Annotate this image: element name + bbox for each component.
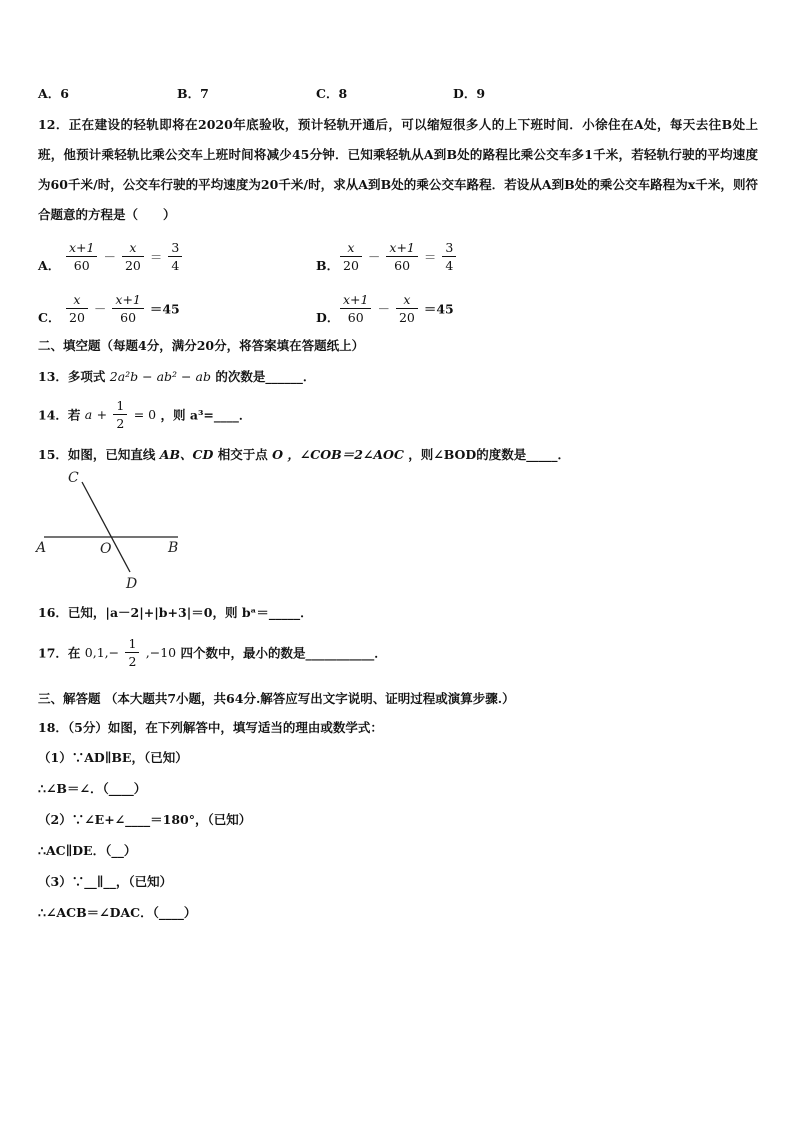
q12-option-a-equation bbox=[64, 240, 184, 273]
q17-suffix: 四个数中，最小的数是___________． bbox=[180, 645, 387, 661]
fraction bbox=[113, 398, 127, 431]
section-2-heading: 二、填空题（每题4分，满分20分，将答案填在答题纸上） bbox=[38, 338, 365, 353]
q11-option-b: B．7 bbox=[177, 86, 209, 101]
q15 bbox=[38, 446, 570, 464]
numerator: 1 bbox=[113, 398, 127, 415]
q12-option-b-label: B． bbox=[316, 258, 340, 273]
q18-line-3: （2）∵∠E+∠____＝180°，（已知） bbox=[38, 812, 252, 827]
q11-option-c: C．8 bbox=[316, 86, 348, 101]
q18-line-6: ∴∠ACB＝∠DAC．（____） bbox=[38, 905, 197, 920]
q14-eq0: = 0 bbox=[133, 407, 157, 422]
fraction bbox=[66, 240, 97, 273]
q12-option-c-label: C． bbox=[38, 310, 61, 325]
q14-suffix: ，则 a³=____． bbox=[160, 407, 252, 423]
numerator: x bbox=[66, 292, 88, 309]
label-d: D bbox=[126, 576, 138, 592]
numerator: 3 bbox=[168, 240, 182, 257]
numerator: x bbox=[122, 240, 144, 257]
fraction bbox=[112, 292, 143, 325]
q18-line-1: （1）∵AD∥BE，（已知） bbox=[38, 750, 188, 765]
q13-expression: 2a²b − ab² − ab bbox=[109, 369, 211, 384]
fraction bbox=[340, 240, 362, 273]
label-o: O bbox=[100, 541, 112, 557]
numerator: x+1 bbox=[340, 292, 371, 309]
denominator: 20 bbox=[398, 310, 415, 325]
denominator: 2 bbox=[116, 416, 125, 431]
q13-suffix: 的次数是______． bbox=[215, 369, 316, 384]
q11-option-a: A．6 bbox=[38, 86, 69, 101]
minus-sign: － bbox=[367, 249, 381, 265]
equals-sign: ＝ bbox=[149, 249, 163, 265]
q18-line-4: ∴AC∥DE．（__） bbox=[38, 843, 137, 858]
minus-sign: － bbox=[93, 301, 107, 317]
denominator: 20 bbox=[69, 310, 85, 325]
q17-numbers-post: ,−10 bbox=[145, 645, 177, 660]
fraction bbox=[66, 292, 88, 325]
fraction bbox=[386, 240, 417, 273]
section-3-heading: 三、解答题 （本大题共7小题，共64分.解答应写出文字说明、证明过程或演算步骤.） bbox=[38, 691, 515, 706]
q15-mid: 相交于点 bbox=[217, 447, 268, 462]
fraction bbox=[442, 240, 456, 273]
numerator: 3 bbox=[442, 240, 456, 257]
q13 bbox=[38, 368, 315, 386]
denominator: 4 bbox=[445, 258, 454, 273]
denominator: 60 bbox=[347, 310, 364, 325]
q14-plus: + bbox=[96, 407, 108, 422]
label-a: A bbox=[36, 540, 47, 556]
fraction bbox=[396, 292, 418, 325]
numerator: x+1 bbox=[66, 240, 97, 257]
minus-sign: － bbox=[377, 301, 390, 317]
fraction bbox=[340, 292, 371, 325]
q12-option-c-equation bbox=[64, 292, 180, 325]
q12-option-d-equation bbox=[338, 292, 454, 325]
fraction bbox=[125, 636, 139, 669]
q17-numbers-pre: 0,1,− bbox=[84, 645, 120, 660]
q12-option-d-label: D． bbox=[316, 310, 340, 325]
q15-point-o: O bbox=[272, 447, 283, 462]
q17 bbox=[38, 636, 387, 669]
q18-title: 18．（5分）如图，在下列解答中，填写适当的理由或数学式： bbox=[38, 720, 383, 735]
denominator: 60 bbox=[120, 310, 137, 325]
denominator: 20 bbox=[124, 258, 141, 273]
q14-var-a: a bbox=[84, 407, 93, 422]
label-c: C bbox=[68, 470, 79, 486]
denominator: 20 bbox=[343, 258, 359, 273]
numerator: 1 bbox=[125, 636, 139, 653]
fraction bbox=[168, 240, 182, 273]
minus-sign: － bbox=[103, 249, 116, 265]
numerator: x bbox=[396, 292, 418, 309]
q15-condition: ，∠COB＝2∠AOC bbox=[287, 447, 404, 462]
denominator: 4 bbox=[171, 258, 180, 273]
denominator: 60 bbox=[394, 258, 411, 273]
equals-45: ＝45 bbox=[423, 301, 454, 317]
q14 bbox=[38, 398, 251, 431]
q13-prefix: 13．多项式 bbox=[38, 369, 106, 384]
fraction bbox=[122, 240, 144, 273]
numerator: x+1 bbox=[112, 292, 143, 309]
q16: 16．已知，|a－2|+|b+3|＝0，则 bᵃ＝_____． bbox=[38, 605, 313, 620]
q15-ask: ，则∠BOD的度数是_____． bbox=[408, 447, 571, 462]
line-cd bbox=[82, 482, 130, 572]
q12-option-a-label: A． bbox=[38, 258, 61, 273]
denominator: 2 bbox=[128, 654, 137, 669]
q17-prefix: 17．在 bbox=[38, 645, 81, 661]
q15-lines: AB、CD bbox=[159, 447, 214, 462]
q15-text-pre: 15．如图，已知直线 bbox=[38, 447, 156, 462]
equals-45: ＝45 bbox=[149, 301, 180, 317]
label-b: B bbox=[168, 540, 179, 556]
q12-option-b-equation bbox=[338, 240, 458, 273]
q18-line-2: ∴∠B＝∠．（____） bbox=[38, 781, 147, 796]
numerator: x bbox=[340, 240, 362, 257]
equals-sign: ＝ bbox=[423, 249, 437, 265]
numerator: x+1 bbox=[386, 240, 417, 257]
q18-line-5: （3）∵__∥__，（已知） bbox=[38, 874, 173, 889]
denominator: 60 bbox=[73, 258, 90, 273]
q12-question-text: 12．正在建设的轻轨即将在2020年底验收，预计轻轨开通后，可以缩短很多人的上下班时间．小徐住在A处，每天去往B处上班，他预计乘轻轨比乘公交车上班时间将减少45分钟．已知乘轻轨从A到B处的路程比乘公交车多1千米，若轻轨行驶的平均速度为60千米/时，公交车行驶的平均速度为20千米/时，求从A到B处的乘公交车路程．若设从A到B处的乘公交车路程为x千米，则符合题意的方程是（ ） bbox=[38, 117, 758, 222]
q11-option-d: D．9 bbox=[453, 86, 486, 101]
q15-intersecting-lines-diagram bbox=[30, 466, 190, 594]
q14-prefix: 14．若 bbox=[38, 407, 81, 423]
